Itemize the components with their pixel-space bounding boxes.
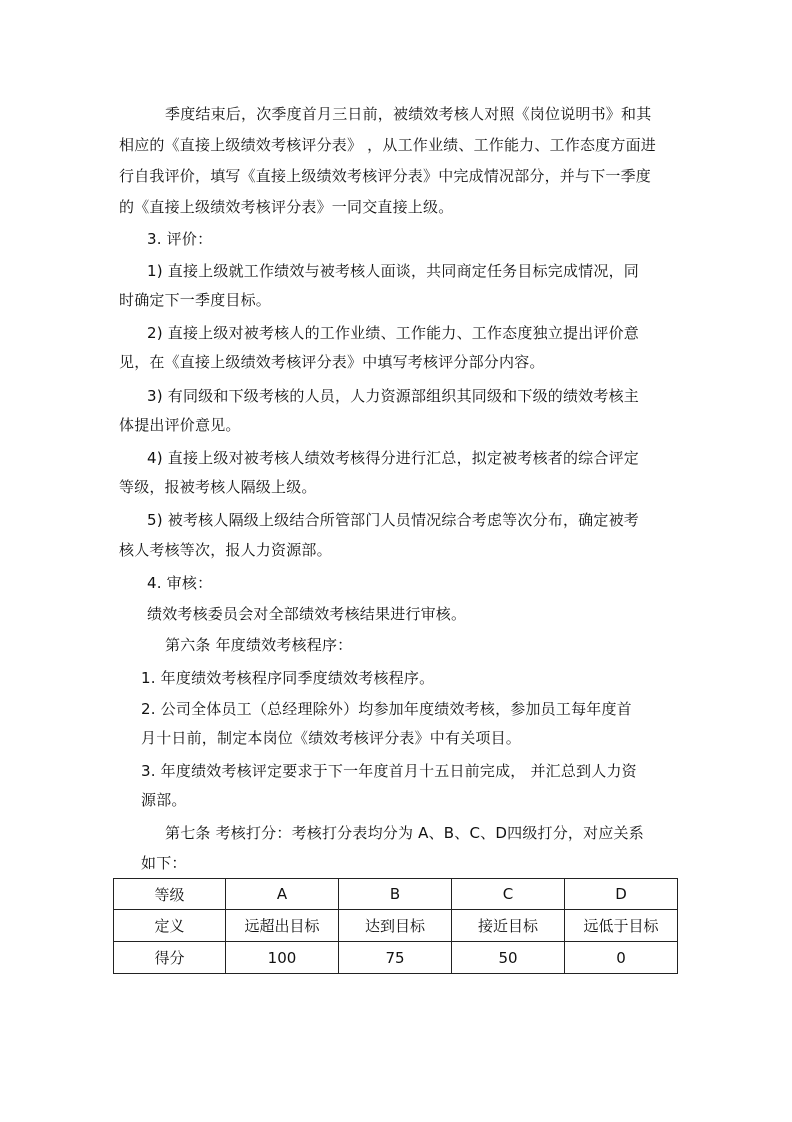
list-item-continuation: 源部。 bbox=[141, 791, 187, 809]
table-cell: 等级 bbox=[114, 879, 226, 910]
table-cell: 100 bbox=[225, 942, 338, 974]
table-cell: 定义 bbox=[114, 910, 226, 942]
table-cell: 远超出目标 bbox=[225, 910, 338, 942]
paragraph-line: 相应的《直接上级绩效考核评分表》 ，从工作业绩、工作能力、工作态度方面进 bbox=[119, 136, 656, 154]
list-item-continuation: 月十日前，制定本岗位《绩效考核评分表》中有关项目。 bbox=[141, 729, 522, 747]
list-item: 1) 直接上级就工作绩效与被考核人面谈，共同商定任务目标完成情况，同 bbox=[147, 262, 639, 280]
list-item: 5) 被考核人隔级上级结合所管部门人员情况综合考虑等次分布，确定被考 bbox=[147, 511, 639, 529]
table-row bbox=[114, 942, 678, 974]
list-item-continuation: 核人考核等次，报人力资源部。 bbox=[119, 541, 332, 559]
table-row bbox=[114, 879, 678, 910]
grading-table bbox=[113, 878, 678, 974]
list-item: 2) 直接上级对被考核人的工作业绩、工作能力、工作态度独立提出评价意 bbox=[147, 324, 639, 342]
table-cell: 达到目标 bbox=[339, 910, 452, 942]
paragraph-line: 如下： bbox=[141, 854, 187, 872]
paragraph-line: 行自我评价，填写《直接上级绩效考核评分表》中完成情况部分，并与下一季度 bbox=[119, 167, 652, 185]
paragraph-line: 的《直接上级绩效考核评分表》一同交直接上级。 bbox=[119, 198, 454, 216]
table-cell: 得分 bbox=[114, 942, 226, 974]
table-cell: A bbox=[225, 879, 338, 910]
list-item: 2. 公司全体员工（总经理除外）均参加年度绩效考核，参加员工每年度首 bbox=[141, 700, 632, 718]
section-heading: 4. 审核： bbox=[147, 574, 213, 592]
table-cell: 75 bbox=[339, 942, 452, 974]
table-row bbox=[114, 910, 678, 942]
list-item-continuation: 见，在《直接上级绩效考核评分表》中填写考核评分部分内容。 bbox=[119, 353, 545, 371]
list-item: 3) 有同级和下级考核的人员，人力资源部组织其同级和下级的绩效考核主 bbox=[147, 387, 639, 405]
list-item-continuation: 时确定下一季度目标。 bbox=[119, 291, 272, 309]
list-item-continuation: 等级，报被考核人隔级上级。 bbox=[119, 478, 317, 496]
table-cell: 接近目标 bbox=[452, 910, 565, 942]
table-cell: 0 bbox=[565, 942, 678, 974]
table-cell: C bbox=[452, 879, 565, 910]
section-heading: 3. 评价： bbox=[147, 230, 213, 248]
article-heading: 第七条 考核打分：考核打分表均分为 A、B、C、D四级打分，对应关系 bbox=[165, 824, 644, 842]
list-item: 1. 年度绩效考核程序同季度绩效考核程序。 bbox=[141, 669, 435, 687]
article-heading: 第六条 年度绩效考核程序： bbox=[165, 636, 353, 654]
table-cell: 50 bbox=[452, 942, 565, 974]
list-item-continuation: 体提出评价意见。 bbox=[119, 416, 241, 434]
paragraph-line: 季度结束后，次季度首月三日前，被绩效考核人对照《岗位说明书》和其 bbox=[165, 105, 652, 123]
table-cell: B bbox=[339, 879, 452, 910]
list-item: 3. 年度绩效考核评定要求于下一年度首月十五日前完成， 并汇总到人力资 bbox=[141, 762, 637, 780]
table-cell: D bbox=[565, 879, 678, 910]
paragraph-line: 绩效考核委员会对全部绩效考核结果进行审核。 bbox=[147, 605, 467, 623]
table-cell: 远低于目标 bbox=[565, 910, 678, 942]
list-item: 4) 直接上级对被考核人绩效考核得分进行汇总，拟定被考核者的综合评定 bbox=[147, 449, 639, 467]
